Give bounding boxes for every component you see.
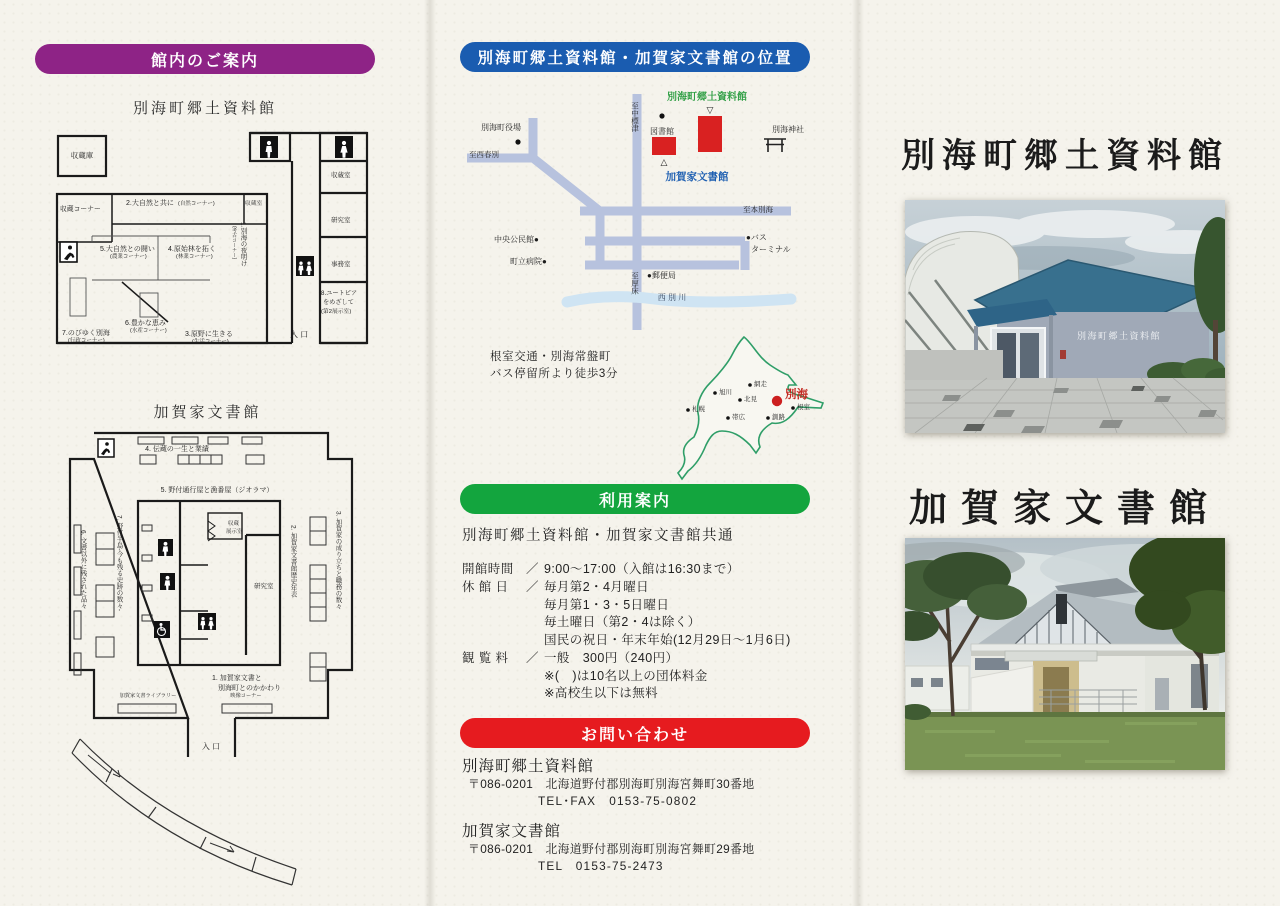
floorplan-room-label: 3. 加賀家の成り立ちと職務の数々: [334, 511, 342, 610]
map-label: 別海神社: [772, 125, 804, 134]
city-label: 帯広: [732, 414, 745, 421]
city-label: 網走: [754, 381, 767, 388]
map-label: 至中標津: [630, 102, 640, 132]
usage-row: 毎土曜日（第2・4は除く）: [544, 615, 701, 630]
floorplan-room-label: 加賀家文書ライブラリー: [119, 693, 177, 699]
contact-tel: TEL 0153-75-2473: [538, 859, 664, 874]
floorplan-archive: [60, 425, 370, 890]
map-label: ●郵便局: [647, 271, 676, 280]
contact-name: 別海町郷土資料館: [462, 758, 595, 775]
city-label: 札幌: [692, 406, 705, 413]
contact-tel: TEL･FAX 0153-75-0802: [538, 794, 698, 809]
city-label: 北見: [744, 396, 757, 403]
floorplan-archive-drawing: [60, 425, 370, 890]
floorplan-room-label: (農業コーナー): [110, 254, 147, 260]
floorplan-room-label: 2.大自然と共に: [126, 200, 174, 207]
floorplan-room-label: (第2展示室): [321, 309, 352, 315]
floorplan-room-label: 6. 文書以外に残された品々: [79, 530, 87, 609]
floorplan-room-label: 研究室: [254, 583, 274, 590]
floorplan-room-label: 2. 加賀家文書館歴史年表: [289, 525, 297, 598]
contact-entry: [462, 754, 832, 810]
archive-building-marker: [652, 137, 676, 155]
floorplan-room-label: 8.ユートピア: [321, 290, 358, 297]
map-label: 至厚床: [630, 272, 640, 295]
floorplan2-title: 加賀家文書館: [153, 404, 262, 421]
map-label: 至西春別: [469, 150, 499, 159]
library-dot: [659, 113, 664, 118]
contact-address: 〒086-0201 北海道野付郡別海町別海宮舞町30番地: [468, 777, 755, 791]
contact-address: 〒086-0201 北海道野付郡別海町別海宮舞町29番地: [468, 842, 755, 857]
floorplan-room-label: (水産コーナー): [130, 328, 167, 334]
floorplan-room-label: (自然コーナー): [178, 200, 215, 207]
map-label: ▽: [706, 105, 714, 115]
museum-photo: [905, 200, 1225, 433]
restroom-female-icon: [335, 136, 353, 158]
floorplan-room-label: をめざして: [323, 299, 354, 306]
bus-access-line1: 根室交通・別海常盤町: [490, 351, 611, 363]
map-label: △: [660, 157, 668, 167]
contact-name: 加賀家文書館: [462, 823, 562, 841]
contact-banner: お問い合わせ: [460, 718, 810, 748]
floorplan-room-label: 1. 加賀家文書と: [212, 675, 262, 682]
museum-calligraphy-title: 別海町郷土資料館: [901, 136, 1229, 176]
floorplan-room-label: (生活コーナー): [192, 339, 229, 345]
city-label: 根室: [797, 404, 810, 411]
building-sign: 別海町郷土資料館: [1076, 331, 1162, 341]
floorplan-room-label: 入 口: [290, 330, 309, 339]
restroom-male-icon: [158, 539, 173, 557]
map-label: 至本別海: [743, 205, 773, 214]
map-label: 加賀家文書館: [665, 171, 729, 183]
map-label: 図書館: [650, 127, 674, 136]
floorplan-room-label: 5.大自然との闘い: [100, 246, 155, 253]
floorplan-room-label: 3.原野に生きる: [185, 331, 233, 338]
map-label: ターミナル: [751, 245, 791, 254]
town-hall-dot: [515, 139, 520, 144]
floorplan-museum: [40, 130, 410, 365]
street-map: [455, 80, 825, 340]
usage-row: ※( )は10名以上の団体料金: [544, 668, 708, 683]
map-label: 町立病院●: [510, 257, 547, 266]
far-building: [905, 666, 969, 710]
usage-row: 開館時間 ／ 9:00～17:00（入館は16:30まで）: [462, 562, 740, 576]
restroom-pair-icon: [198, 613, 216, 630]
floorplan-room-label: 4. 伝蔵の一生と業績: [145, 446, 209, 453]
floorplan-room-label: 収蔵室: [331, 172, 351, 179]
map-label: 別海町郷土資料館: [667, 92, 747, 103]
bus-access-note: [490, 349, 618, 384]
floorplan-room-label: 1.別海の夜明け: [239, 222, 247, 267]
hokkaido-map: [640, 333, 825, 483]
floorplan1-title: 別海町郷土資料館: [132, 100, 277, 117]
floorplan-room-label: 6.豊かな恵み: [125, 320, 166, 327]
torii-icon: [764, 139, 786, 152]
floorplan-room-label: 7.のびゆく別海: [62, 330, 110, 337]
floorplan-room-label: 展示室: [226, 529, 243, 535]
floorplan-room-label: 事務室: [331, 261, 351, 268]
usage-row: 観 覧 料 ／ 一般 300円（240円）: [462, 650, 679, 665]
approach-path: [72, 739, 296, 885]
restroom-male-icon: [160, 573, 175, 591]
usage-row: ※高校生以下は無料: [544, 686, 659, 701]
floorplan-room-label: 別海町とのかかわり: [218, 685, 281, 692]
location-banner: 別海町郷土資料館・加賀家文書館の位置: [460, 42, 810, 72]
museum-building-marker: [698, 116, 722, 152]
floorplan-room-label: 収蔵庫: [70, 151, 94, 160]
usage-row: 毎月第1・3・5日曜日: [544, 597, 670, 612]
archive-calligraphy-title: 加賀家文書館: [908, 485, 1221, 530]
map-label: 別海町役場: [481, 123, 521, 132]
wheelchair-icon: [154, 621, 170, 638]
floorplan-room-label: 収蔵コーナー: [60, 206, 101, 213]
floorplan-room-label: 7. 野付半島-今も残る史跡の数々-: [115, 515, 123, 612]
usage-banner: 利用案内: [460, 484, 810, 514]
betsukai-dot: [772, 396, 782, 406]
floorplan-room-label: 収蔵: [228, 521, 240, 527]
floorplan-room-label: 映像コーナー: [230, 693, 262, 699]
floorplan-room-label: (林業コーナー): [176, 254, 213, 260]
fold-crease: [852, 0, 864, 906]
map-label: 中央公民館●: [494, 235, 539, 244]
accessible-restroom-icon: [296, 256, 314, 276]
floorplan-room-label: (考古コーナー): [231, 226, 237, 260]
usage-info: [462, 524, 824, 703]
usage-subtitle: 別海町郷土資料館・加賀家文書館共通: [462, 528, 734, 544]
floorplan-room-label: 研究室: [331, 217, 351, 224]
map-label: ●バス: [746, 233, 767, 242]
city-label: 釧路: [772, 414, 785, 421]
floorplan-room-label: 収蔵室: [245, 201, 263, 207]
restroom-male-icon: [260, 136, 278, 158]
usage-row: 休 館 日 ／ 毎月第2・4月曜日: [462, 579, 650, 594]
contact-entry: [462, 819, 832, 875]
exit-icon: [98, 439, 114, 457]
usage-row: 国民の祝日・年末年始(12月29日～1月6日): [544, 633, 791, 647]
floorplan-room-label: (行政コーナー): [68, 338, 105, 344]
floorplan-room-label: 5. 野付通行屋と漁番屋（ジオラマ）: [160, 487, 274, 494]
fold-crease: [424, 0, 436, 906]
guide-banner: 館内のご案内: [35, 44, 375, 74]
archive-photo: [905, 538, 1225, 770]
floorplan-room-label: 4.原始林を拓く: [168, 246, 216, 253]
bus-access-line2: バス停留所より徒歩3分: [490, 368, 618, 381]
map-label: 西 別 川: [657, 293, 687, 302]
contact-info: [462, 754, 832, 884]
exit-icon: [60, 242, 77, 262]
city-label: 旭川: [719, 389, 732, 396]
city-label: 別海: [785, 389, 808, 401]
floorplan-room-label: 入 口: [201, 742, 221, 751]
